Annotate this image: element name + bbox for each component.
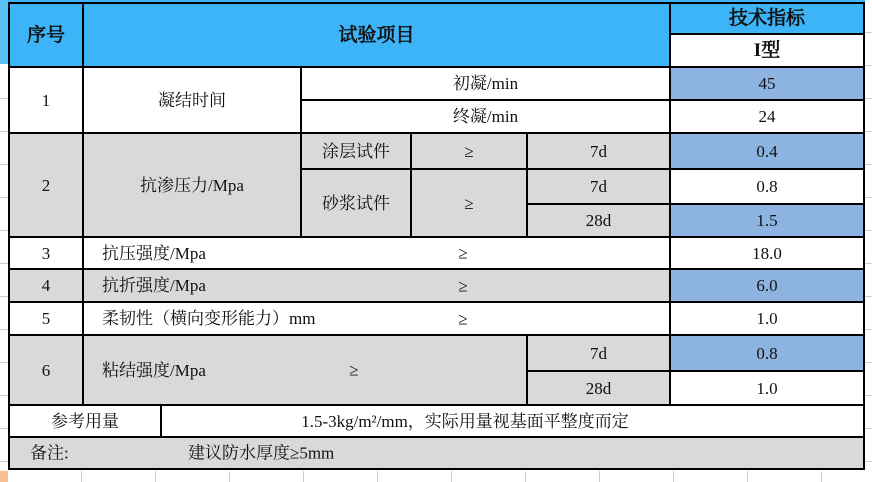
row2-coating-value-cell[interactable]: 0.4 bbox=[671, 134, 865, 170]
spec-table bbox=[8, 2, 865, 470]
right-margin-strip bbox=[865, 0, 872, 482]
row6-value7d-cell[interactable]: 0.8 bbox=[671, 336, 865, 372]
row6-name-label: 粘结强度/Mpa bbox=[102, 360, 206, 380]
row5-name-label: 柔韧性（横向变形能力）mm bbox=[102, 309, 316, 328]
ge-symbol: ≥ bbox=[458, 276, 468, 295]
row5-serial-cell[interactable]: 5 bbox=[10, 303, 84, 336]
note-value: 建议防水厚度≥5mm bbox=[188, 443, 335, 463]
row4-value-cell[interactable]: 6.0 bbox=[671, 270, 865, 303]
row2-mortar-value28d-cell[interactable]: 1.5 bbox=[671, 205, 865, 238]
row5-name-cell[interactable] bbox=[84, 303, 671, 336]
left-strip-blue-cell bbox=[0, 0, 8, 64]
row4-serial-cell[interactable]: 4 bbox=[10, 270, 84, 303]
bottom-margin-strip bbox=[8, 471, 865, 482]
note-cell[interactable] bbox=[10, 438, 865, 470]
row3-serial-cell[interactable]: 3 bbox=[10, 238, 84, 270]
ge-symbol: ≥ bbox=[458, 243, 468, 263]
row2-mortar-age7d-cell[interactable]: 7d bbox=[528, 170, 671, 205]
row2-mortar-label-cell[interactable]: 砂浆试件 bbox=[302, 170, 412, 238]
serial-header-cell[interactable]: 序号 bbox=[10, 4, 84, 68]
row1-initial-value-cell[interactable]: 45 bbox=[671, 68, 865, 101]
row6-age28d-cell[interactable]: 28d bbox=[528, 372, 671, 406]
row1-name-cell[interactable]: 凝结时间 bbox=[84, 68, 302, 134]
row4-name-cell[interactable] bbox=[84, 270, 671, 303]
row6-value28d-cell[interactable]: 1.0 bbox=[671, 372, 865, 406]
row2-coating-ge-cell[interactable]: ≥ bbox=[412, 134, 528, 170]
row6-serial-cell[interactable]: 6 bbox=[10, 336, 84, 406]
row2-mortar-ge-cell[interactable]: ≥ bbox=[412, 170, 528, 238]
note-label: 备注: bbox=[30, 443, 69, 463]
item-header-cell[interactable]: 试验项目 bbox=[84, 4, 671, 68]
row3-name-label: 抗压强度/Mpa bbox=[102, 243, 206, 263]
row1-final-label-cell[interactable]: 终凝/min bbox=[302, 101, 671, 134]
row1-serial-cell[interactable]: 1 bbox=[10, 68, 84, 134]
type-header-cell[interactable]: I型 bbox=[671, 35, 865, 68]
ge-symbol: ≥ bbox=[349, 360, 359, 380]
row6-name-cell[interactable] bbox=[84, 336, 528, 406]
row2-coating-label-cell[interactable]: 涂层试件 bbox=[302, 134, 412, 170]
ge-symbol: ≥ bbox=[458, 309, 468, 328]
row3-name-cell[interactable] bbox=[84, 238, 671, 270]
row2-mortar-value7d-cell[interactable]: 0.8 bbox=[671, 170, 865, 205]
row2-coating-age-cell[interactable]: 7d bbox=[528, 134, 671, 170]
row2-serial-cell[interactable]: 2 bbox=[10, 134, 84, 238]
row2-mortar-age28d-cell[interactable]: 28d bbox=[528, 205, 671, 238]
row3-value-cell[interactable]: 18.0 bbox=[671, 238, 865, 270]
dosage-value-cell[interactable]: 1.5-3kg/m²/mm，实际用量视基面平整度而定 bbox=[162, 406, 865, 438]
left-margin-strip bbox=[0, 0, 8, 482]
row2-name-cell[interactable]: 抗渗压力/Mpa bbox=[84, 134, 302, 238]
row6-age7d-cell[interactable]: 7d bbox=[528, 336, 671, 372]
row1-final-value-cell[interactable]: 24 bbox=[671, 101, 865, 134]
left-strip-orange-cell bbox=[0, 471, 8, 482]
row5-value-cell[interactable]: 1.0 bbox=[671, 303, 865, 336]
row1-initial-label-cell[interactable]: 初凝/min bbox=[302, 68, 671, 101]
dosage-label-cell[interactable]: 参考用量 bbox=[10, 406, 162, 438]
left-strip-gridlines bbox=[0, 66, 8, 470]
row4-name-label: 抗折强度/Mpa bbox=[102, 276, 206, 295]
spec-header-cell[interactable]: 技术指标 bbox=[671, 4, 865, 35]
